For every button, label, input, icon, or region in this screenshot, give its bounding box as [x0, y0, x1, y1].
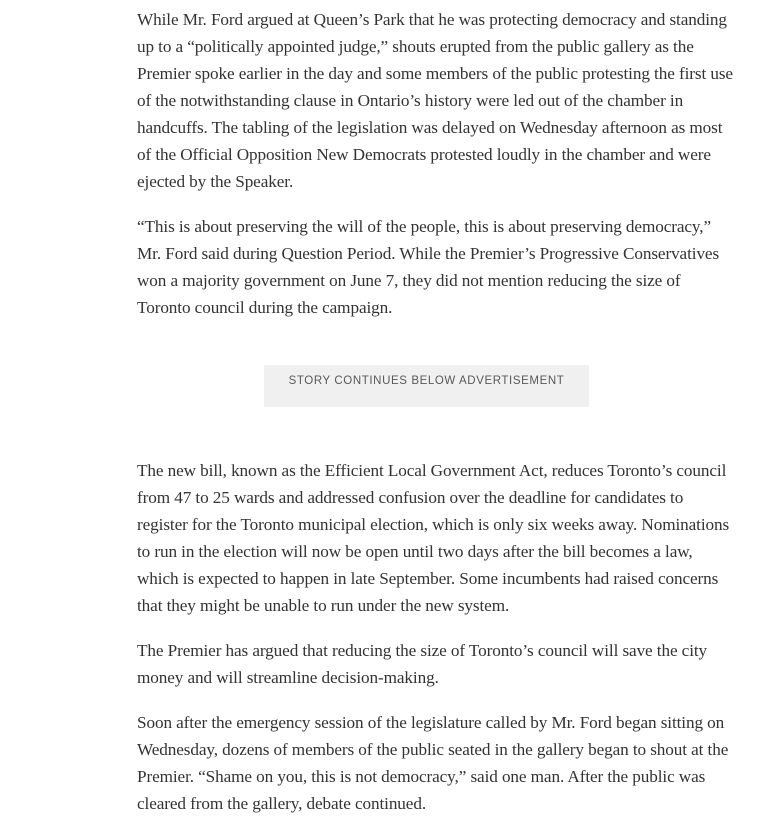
article-body	[137, 6, 737, 835]
article-paragraph-4: The Premier has argued that reducing the size of Toronto’s council will save the city money and will streamline decision-making.	[137, 641, 708, 687]
advertisement-slot	[137, 339, 737, 427]
advertisement-label: STORY CONTINUES BELOW ADVERTISEMENT	[288, 374, 565, 387]
article-paragraph-2: “This is about preserving the will of the people, this is about preserving democracy,” Mr. Ford said during Question Period. While the Premier’s Progressive Conservatives won a majority government on June 7, they did not mention reducing the size of Toronto council during the campaign.	[137, 217, 720, 317]
article-paragraph-3: The new bill, known as the Efficient Local Government Act, reduces Toronto’s council from 47 to 25 wards and addressed confusion over the deadline for candidates to register for the Toronto municipal election, which is only six weeks away. Nominations to run in the election will now be open until two days after the bill becomes a law, which is expected to happen in late September. Some incumbents had raised concerns that they might be unable to run under the new system.	[137, 461, 730, 615]
article-paragraph-5: Soon after the emergency session of the legislature called by Mr. Ford began sitting on Wednesday, dozens of members of the public seated in the gallery began to shout at the Premier. “Shame on you, this is not democracy,” said one man. After the public was cleared from the gallery, debate continued.	[137, 713, 729, 813]
article-paragraph-1: While Mr. Ford argued at Queen’s Park that he was protecting democracy and standing up to a “politically appointed judge,” shouts erupted from the public gallery as the Premier spoke earlier in the day and some members of the public protesting the first use of the notwithstanding clause in Ontario’s history were led out of the chamber in handcuffs. The tabling of the legislation was delayed on Wednesday afternoon as most of the Official Opposition New Democrats protested loudly in the chamber and were ejected by the Speaker.	[137, 10, 733, 191]
advertisement-label-box	[264, 365, 589, 407]
